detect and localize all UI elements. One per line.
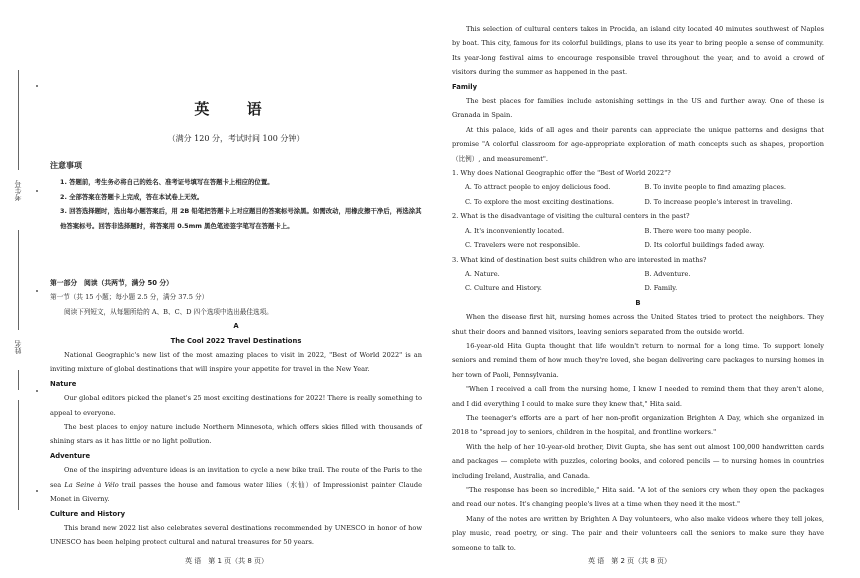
part-heading: 第一部分 阅读（共两节，满分 50 分） [50, 279, 173, 287]
binding-dot [36, 490, 38, 492]
binding-margin [0, 0, 40, 578]
section-line: 第一节（共 15 小题；每小题 2.5 分，满分 37.5 分） [50, 293, 209, 302]
option: C. Travelers were not responsible. [465, 241, 581, 250]
culture-paragraph: This selection of cultural centers takes in Procida, an island city located 40 minutes southwest of Naples by boat. This city, famous for its colorful buildings, plans to use its year to bring people a sense of community. Its year-long festival aims to encourage responsible travel throughout the year, and to avoid a crowd of visitors during the summer as happened in the past. [452, 25, 824, 77]
option: A. Nature. [465, 269, 500, 278]
family-heading: Family [452, 82, 478, 91]
nature-heading: Nature [50, 379, 77, 388]
family-paragraph: At this palace, kids of all ages and their parents can appreciate the unique patterns and designs that promise "A colorful classroom for age-appropriate exploration of math concepts such as shapes, proportion（比例）, and measurement". [452, 125, 824, 163]
exam-subtitle: （满分 120 分，考试时间 100 分钟） [167, 134, 305, 143]
trail-name: La Seine à Vélo [64, 480, 119, 489]
question-stem: 3. What kind of destination best suits children who are interested in maths? [452, 255, 707, 264]
question-stem: 2. What is the disadvantage of visiting the cultural centers in the past? [452, 212, 690, 221]
page-footer: 英 语 第 1 页（共 8 页） [185, 557, 269, 565]
adventure-heading: Adventure [50, 451, 91, 460]
exam-number-label: 考生号 [14, 180, 22, 201]
notice-block [50, 160, 422, 233]
culture-heading: Culture and History [50, 509, 125, 518]
option: D. Its colorful buildings faded away. [644, 241, 765, 250]
passage-title: The Cool 2022 Travel Destinations [170, 336, 302, 345]
option: A. To attract people to enjoy delicious food. [465, 183, 611, 192]
notice-heading: 注意事项 [50, 161, 82, 170]
nature-paragraph: Our global editors picked the planet's 25 most exciting destinations for 2022! There is really something to appeal to everyone. [50, 394, 422, 417]
passage-b-paragraph: When the disease first hit, nursing homes across the United States tried to protect the neighbors. They shut their doors and banned visitors, leaving seniors separated from the outside world. [452, 313, 824, 336]
family-paragraph: The best places for families include astonishing settings in the US and further away. One of these is Granada in Spain. [452, 97, 824, 120]
option: B. There were too many people. [644, 226, 752, 235]
binding-dot [36, 190, 38, 192]
page-footer: 英 语 第 2 页（共 8 页） [588, 557, 672, 565]
adventure-text: One of the inspiring adventure ideas is an invitation to cycle a new bike trail. The route of the Paris to the sea [50, 466, 422, 489]
name-label: 姓名 [14, 340, 22, 354]
adventure-paragraph [50, 463, 422, 506]
option: B. To invite people to find amazing places. [644, 183, 787, 192]
passage-b-paragraph: "The response has been so incredible," Hita said. "A lot of the seniors cry when they open the packages and read our notes. It's changing people's lives at a time when they need it the most." [452, 486, 824, 509]
passage-b-paragraph: Many of the notes are written by Brighten A Day volunteers, who also make videos where they tell jokes, play music, read poetry, or sing. The pair and their volunteers call the seniors to make sure they have someone to talk to. [452, 514, 824, 552]
name-line [18, 400, 19, 510]
nature-paragraph: The best places to enjoy nature include Northern Minnesota, which offers skies filled with thousands of shining stars as it has little or no light pollution. [50, 423, 422, 446]
option: B. Adventure. [644, 269, 691, 278]
intro-paragraph: National Geographic's new list of the most amazing places to visit in 2022, "Best of World 2022" is an inviting mixture of global destinations that will inspire your appetite for travel in the New Year. [50, 351, 422, 374]
passage-letter: B [635, 298, 641, 307]
instruction: 阅读下列短文，从每题所给的 A、B、C、D 四个选项中选出最佳选项。 [64, 307, 273, 316]
passage-b-paragraph: 16-year-old Hita Gupta thought that life wouldn't return to normal for a long time. To support lonely seniors and remind them of how much they're loved, she began delivering care packages to nursing homes in her town of Paoli, Pennsylvania. [452, 341, 824, 379]
option: A. It's inconveniently located. [465, 226, 565, 235]
binding-dot [36, 390, 38, 392]
question-options [452, 180, 824, 209]
notice-item: 2. 全部答案在答题卡上完成，答在本试卷上无效。 [60, 192, 204, 201]
right-page-body [452, 22, 824, 555]
question-stem: 1. Why does National Geographic offer the "Best of World 2022"? [452, 169, 671, 178]
binding-dot [36, 85, 38, 87]
passage-b-paragraph: "When I received a call from the nursing home, I knew I needed to remind them that they aren't alone, and I did everything I could to make sure they knew that," Hita said. [452, 385, 824, 408]
left-page-body [50, 276, 422, 550]
option: C. Culture and History. [465, 284, 542, 293]
question-options [452, 267, 824, 296]
option: D. To increase people's interest in traveling. [644, 197, 793, 206]
exam-title: 英 语 [194, 100, 278, 118]
option: C. To explore the most exciting destinations. [465, 197, 614, 206]
option: D. Family. [644, 284, 678, 293]
passage-letter: A [233, 322, 239, 331]
adventure-text: trail passes the house and famous water lilies（水仙）of Impressionist painter Claude Monet in Giverny. [50, 480, 423, 504]
question-options [452, 224, 824, 253]
notice-item: 1. 答题前，考生务必将自己的姓名、准考证号填写在答题卡上相应的位置。 [60, 178, 274, 186]
culture-paragraph: This brand new 2022 list also celebrates several destinations recommended by UNESCO in honor of how UNESCO has been helping protect cultural and natural treasures for 50 years. [50, 523, 422, 547]
exam-number-line [18, 230, 19, 330]
passage-b-paragraph: The teenager's efforts are a part of her non-profit organization Brighten A Day, which she organized in 2018 to "spread joy to seniors, children in the hospital, and frontline workers." [452, 413, 824, 437]
passage-b-paragraph: With the help of her 10-year-old brother, Divit Gupta, she has sent out almost 100,000 handwritten cards and packages — complete with puzzles, coloring books, and colored pencils — to nursing homes in countries including Ireland, Australia, and Canada. [452, 442, 824, 480]
margin-rule-top [18, 70, 19, 170]
notice-item: 3. 回答选择题时，选出每小题答案后，用 2B 铅笔把答题卡上对应题目的答案标号涂黑。如需改动，用橡皮擦干净后，再选涂其他答案标号。回答非选择题时，将答案用 0.5mm 黑色笔迹签字笔写在答题卡上。 [60, 207, 422, 230]
binding-dot [36, 290, 38, 292]
name-line-top [18, 370, 19, 390]
